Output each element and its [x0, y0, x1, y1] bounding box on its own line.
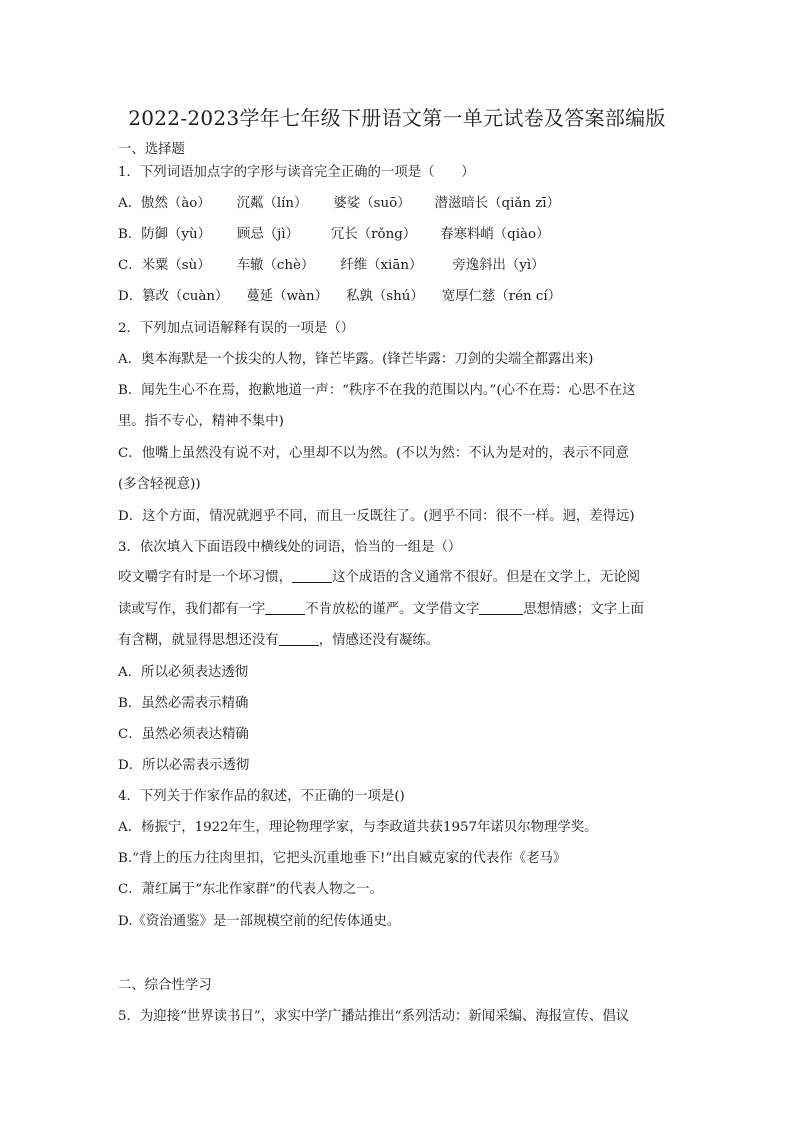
option-word: 私孰（shú）: [346, 289, 424, 304]
option-word: A．傲然（ào）: [118, 196, 211, 211]
option-word: D．篡改（cuàn）: [118, 289, 229, 304]
passage-text: 咬文嚼字有时是一个坏习惯，: [118, 570, 293, 585]
question-4-option-a: A．杨振宁，1922年生，理论物理学家，与李政道共获1957年诺贝尔物理学奖。: [118, 820, 598, 835]
option-word: 婆娑（suō）: [333, 196, 411, 211]
option-word: 旁逸斜出（yì）: [452, 258, 545, 273]
option-word: B．防御（yù）: [118, 227, 211, 242]
section-heading-choice: 一、选择题: [118, 142, 185, 157]
question-2-option-c-line1: C．他嘴上虽然没有说不对，心里却不以为然。(不以为然：不认为是对的，表示不同意: [118, 446, 629, 461]
fill-blank-2: [265, 600, 305, 615]
question-3-passage-line3: [118, 631, 439, 651]
question-2-option-a: A．奥本海默是一个拔尖的人物，锋芒毕露。(锋芒毕露：刀剑的尖端全都露出来): [118, 352, 594, 367]
option-word: 纤维（xiān）: [340, 258, 423, 273]
question-5-stem: 5．为迎接“世界读书日”，求实中学广播站推出“系列活动：新闻采编、海报宣传、倡议: [118, 1009, 630, 1024]
question-3-option-a: A．所以必须表达透彻: [118, 665, 249, 680]
question-1-option-b: [118, 225, 549, 245]
question-3-stem: 3．依次填入下面语段中横线处的词语，恰当的一组是（）: [118, 540, 462, 555]
question-4-stem: 4．下列关于作家作品的叙述，不正确的一项是(): [118, 789, 405, 804]
question-2-stem: 2．下列加点词语解释有误的一项是（）: [118, 321, 355, 336]
option-word: C．米粟（sù）: [118, 258, 211, 273]
question-3-option-c: C．虽然必须表达精确: [118, 727, 249, 742]
passage-text: 读或写作，我们都有一字: [118, 602, 266, 617]
question-4-option-b: B.“背上的压力往肉里扣，它把头沉重地垂下!”出自臧克家的代表作《老马》: [118, 851, 567, 866]
question-1-stem: 1．下列词语加点字的字形与读音完全正确的一项是（ ）: [118, 165, 475, 180]
fill-blank-4: [279, 631, 319, 646]
section-heading-comprehensive: 二、综合性学习: [118, 978, 212, 993]
passage-text: ，情感还没有凝练。: [318, 633, 440, 648]
option-word: 车辙（chè）: [236, 258, 315, 273]
option-word: 蔓延（wàn）: [246, 289, 329, 304]
question-3-passage-line2: [118, 600, 644, 620]
passage-text: 思想情感；文字上面: [523, 602, 644, 617]
option-word: 宽厚仁慈（rén cí）: [441, 289, 562, 304]
passage-text: 这个成语的含义通常不很好。但是在文学上，无论阅: [332, 570, 641, 585]
option-word: 沉粼（lín）: [236, 196, 308, 211]
question-1-option-a: [118, 194, 560, 214]
option-word: 顾忌（jì）: [236, 227, 299, 242]
question-2-option-d: D．这个方面，情况就迥乎不同，而且一反既往了。(迥乎不同：很不一样。迥，差得远): [118, 509, 635, 524]
question-3-passage-line1: [118, 568, 640, 588]
option-word: 冗长（rǒng）: [330, 227, 417, 242]
question-2-option-b-line2: 里。指不专心，精神不集中): [118, 414, 284, 429]
passage-text: 不肯放松的谨严。文学借文字: [305, 602, 480, 617]
question-1-option-d: [118, 287, 561, 307]
question-3-option-b: B．虽然必需表示精确: [118, 696, 249, 711]
option-word: 潜滋暗长（qiǎn zī）: [434, 196, 560, 211]
question-2-option-b-line1: B．闻先生心不在焉，抱歉地道一声：“秩序不在我的范围以内。”(心不在焉：心思不在这: [118, 383, 636, 398]
question-4-option-c: C．萧红属于“东北作家群”的代表人物之一。: [118, 882, 383, 897]
fill-blank-1: [292, 568, 332, 583]
page-title: 2022-2023学年七年级下册语文第一单元试卷及答案部编版: [128, 106, 666, 130]
question-2-option-c-line2: (多含轻视意)): [118, 477, 201, 492]
fill-blank-3: [479, 600, 523, 615]
question-4-option-d: D.《资治通鉴》是一部规模空前的纪传体通史。: [118, 914, 401, 929]
passage-text: 有含糊，就显得思想还没有: [118, 633, 279, 648]
option-word: 春寒料峭（qiào）: [440, 227, 550, 242]
question-1-option-c: [118, 256, 545, 276]
question-3-option-d: D．所以必需表示透彻: [118, 758, 250, 773]
